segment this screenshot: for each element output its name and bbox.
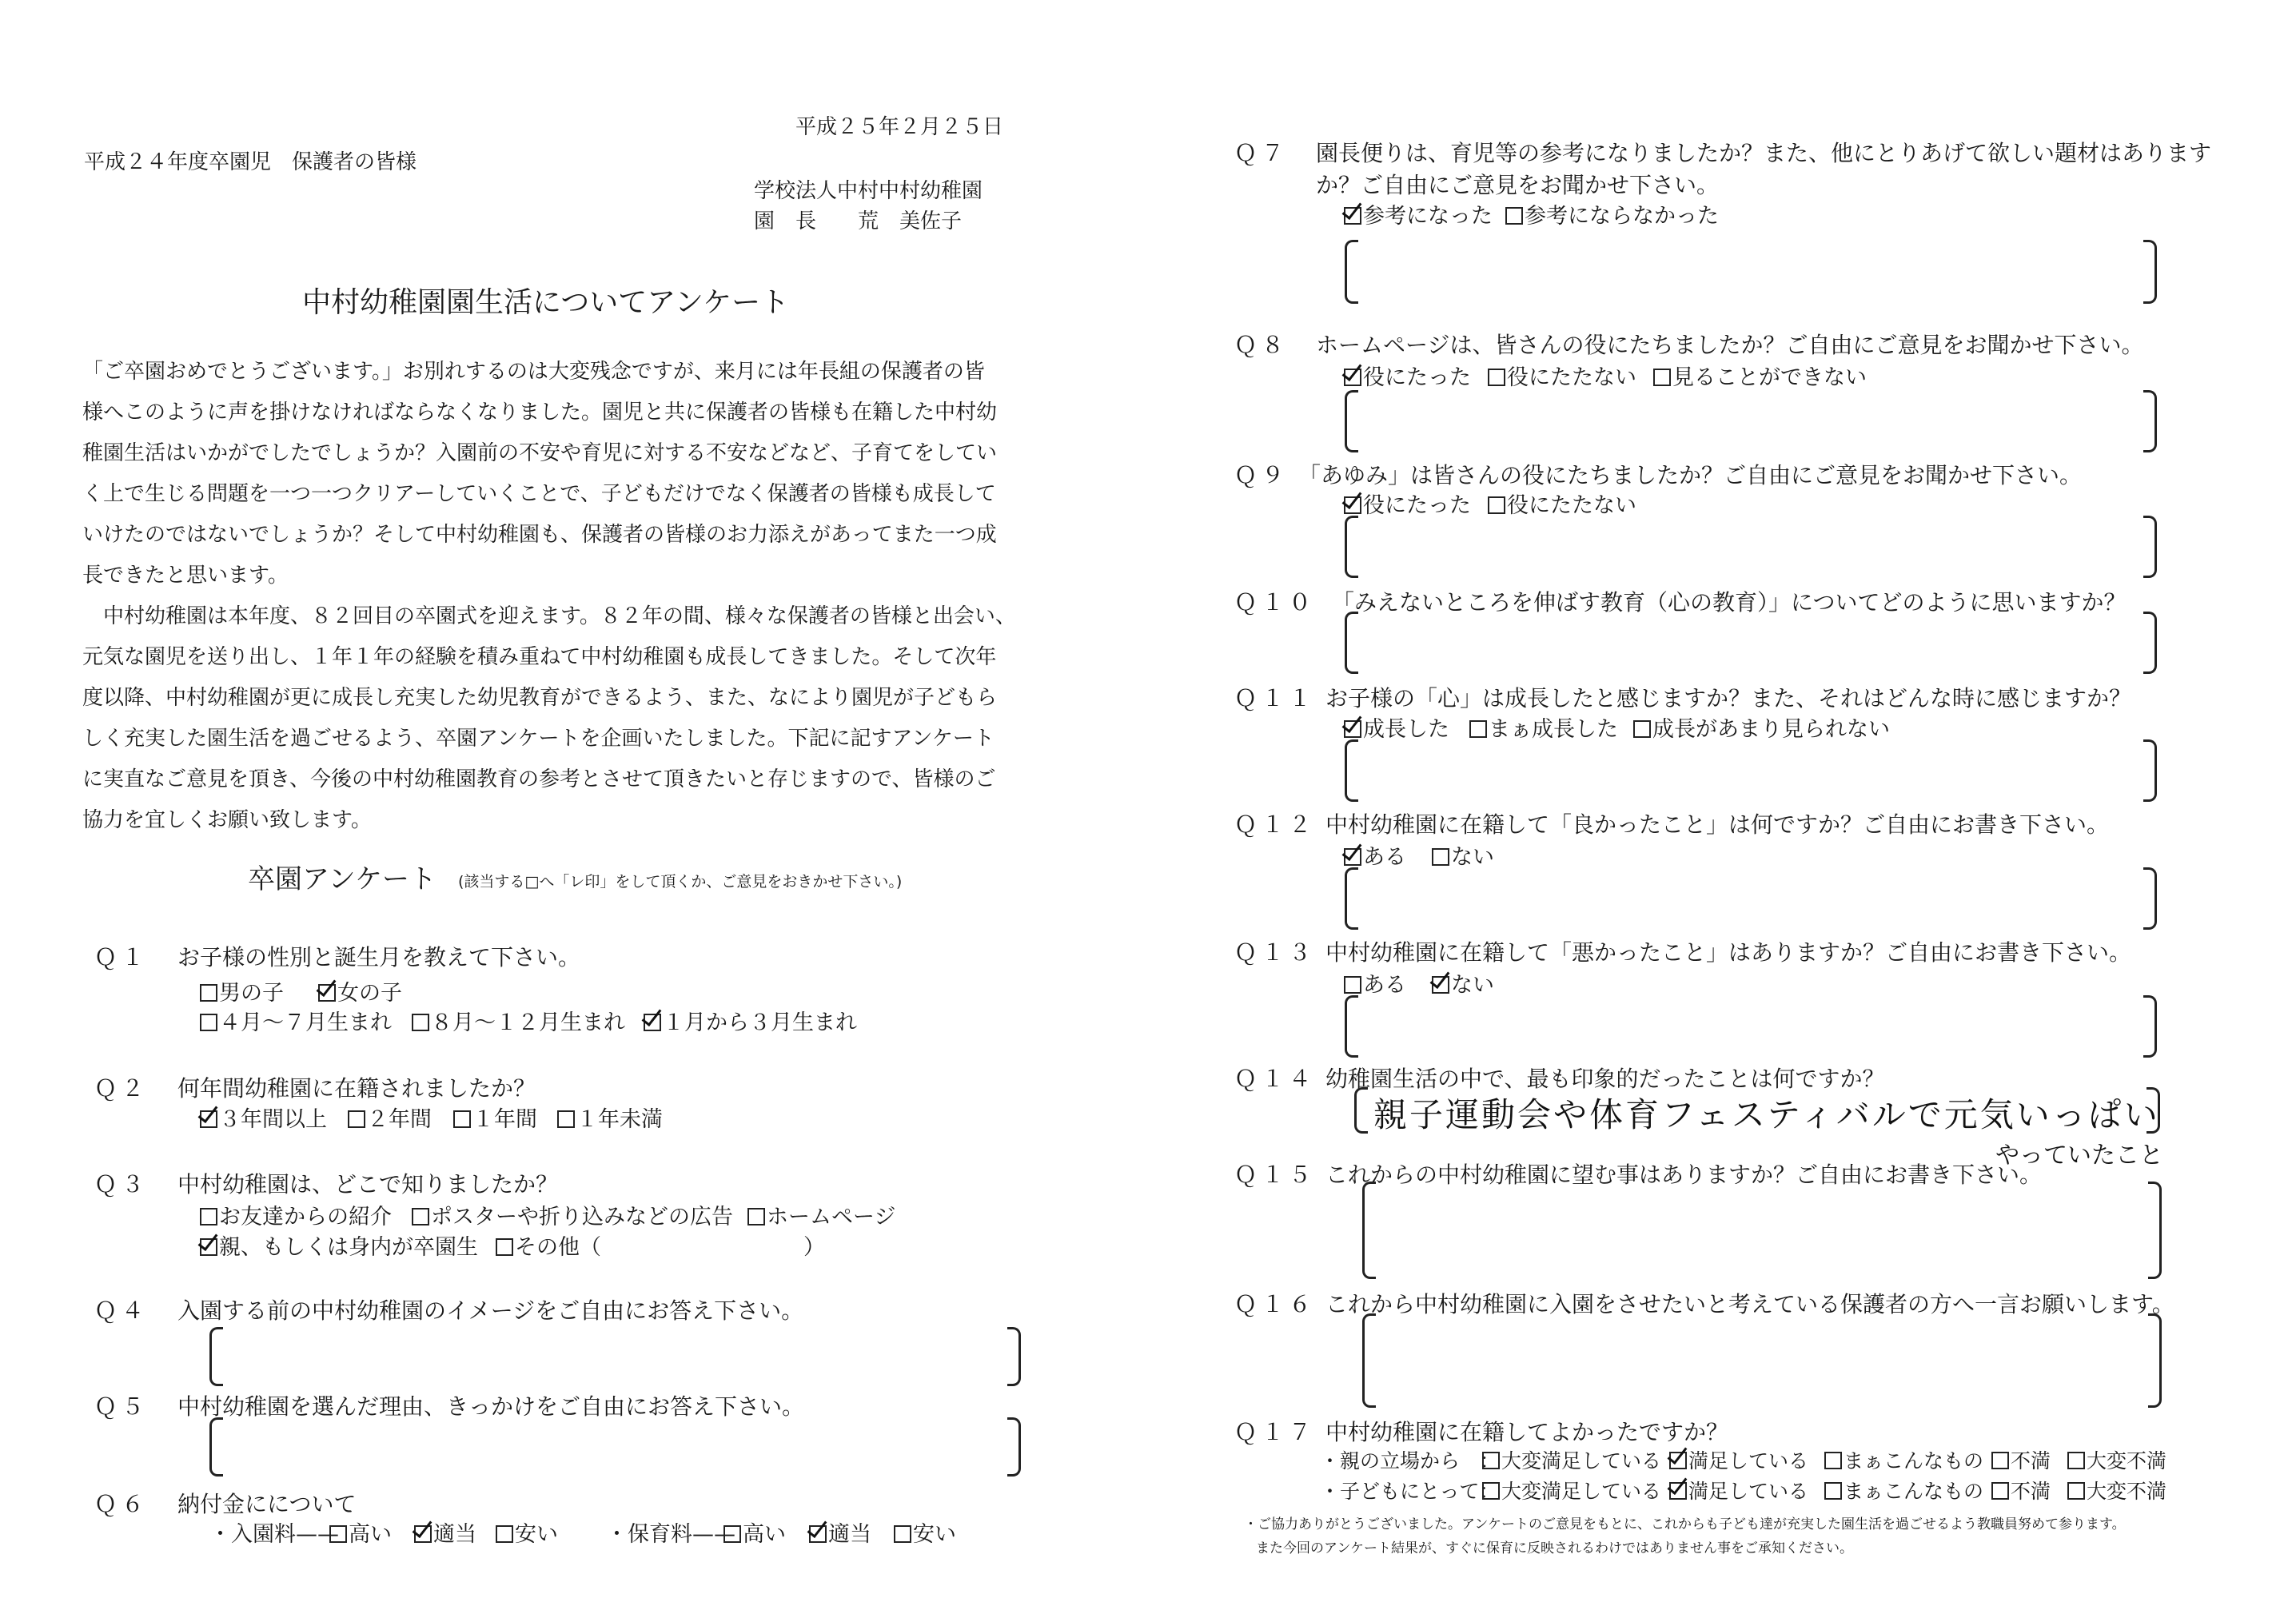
q4-question: 入園する前の中村幼稚園のイメージをご自由にお答え下さい。 (177, 1297, 804, 1324)
q10-answer-box[interactable] (1345, 612, 2157, 674)
q6-question: 納付金にについて (177, 1491, 357, 1517)
q12-answer-box[interactable] (1345, 867, 2157, 930)
q15-question: これからの中村幼稚園に望む事はありますか？ご自由にお書き下さい。 (1325, 1162, 2043, 1188)
q4-answer-box[interactable] (209, 1327, 1021, 1386)
q14-number: Ｑ１４ (1234, 1066, 1317, 1092)
q1-option-girl[interactable]: 女の子 (318, 975, 402, 1006)
q1-option-aug-dec[interactable]: ８月～１２月生まれ (412, 1005, 625, 1036)
q2-number: Ｑ２ (94, 1075, 149, 1102)
q3-question: 中村幼稚園は、どこで知りましたか？ (177, 1171, 559, 1198)
checkbox[interactable] (557, 1110, 575, 1128)
intro-line: 様へこのように声を掛けなければならなくなりました。園児と共に保護者の皆様も在籍した中村幼 (82, 401, 998, 424)
survey-note: (該当する□へ「レ印」をして頂くか、ご意見をおきかせ下さい。) (458, 873, 903, 891)
q2-option-less[interactable]: １年未満 (557, 1102, 663, 1133)
q5-number: Ｑ５ (94, 1393, 149, 1420)
q8-option-not-useful[interactable]: 役にたたない (1488, 360, 1636, 391)
checkbox[interactable] (329, 1525, 347, 1543)
checkbox[interactable] (1653, 369, 1671, 386)
checkbox[interactable] (1488, 496, 1505, 514)
q17-parent-dissatisfied[interactable]: 不満 (1991, 1445, 2051, 1474)
intro-line: 元気な園児を送り出し、１年１年の経験を積み重ねて中村幼稚園も成長してきました。そして次年 (82, 645, 997, 669)
checked-box[interactable] (1344, 848, 1361, 866)
q17-parent-very-satisfied[interactable]: 大変満足している (1482, 1445, 1661, 1474)
intro-line: 長できたと思います。 (82, 564, 289, 588)
checkbox[interactable] (1505, 207, 1523, 225)
checkbox[interactable] (496, 1525, 513, 1543)
checked-box[interactable] (318, 984, 336, 1002)
q6-tuition-cheap[interactable]: 安い (894, 1516, 956, 1548)
checkbox[interactable] (453, 1110, 471, 1128)
intro-text (82, 352, 1016, 841)
q16-answer-box[interactable] (1362, 1313, 2162, 1408)
addressee: 平成２４年度卒園児 保護者の皆様 (84, 150, 417, 174)
checked-box[interactable] (1669, 1452, 1687, 1469)
q4-number: Ｑ４ (94, 1297, 149, 1324)
q5-question: 中村幼稚園を選んだ理由、きっかけをご自由にお答え下さい。 (177, 1393, 805, 1420)
q7-answer-box[interactable] (1345, 240, 2157, 304)
q3-other-close: ） (803, 1235, 825, 1260)
q12-number: Ｑ１２ (1234, 811, 1317, 838)
q17-parent-label: ・親の立場から ： (1320, 1449, 1501, 1473)
q17-child-very-satisfied[interactable]: 大変満足している (1482, 1476, 1661, 1504)
q7-question-line1: 園長便りは、育児等の参考になりましたか？また、他にとりあげて欲しい題材はあります (1316, 140, 2212, 166)
checkbox[interactable] (747, 1208, 765, 1225)
q10-number: Ｑ１０ (1234, 589, 1317, 616)
right-page (1148, 0, 2296, 1618)
q8-option-useful[interactable]: 役にたった (1344, 360, 1471, 391)
q9-option-not-useful[interactable]: 役にたたない (1488, 488, 1636, 519)
checkbox[interactable] (723, 1525, 741, 1543)
checkbox[interactable] (2067, 1452, 2085, 1469)
q1-option-apr-jul[interactable]: ４月～７月生まれ (200, 1005, 392, 1036)
q5-answer-box[interactable] (209, 1417, 1021, 1477)
q12-question: 中村幼稚園に在籍して「良かったこと」は何ですか？ご自由にお書き下さい。 (1325, 811, 2110, 838)
intro-line: しく充実した園生活を過ごせるよう、卒園アンケートを企画いたしました。下記に記すアンケート (82, 727, 995, 751)
q3-option-other[interactable]: その他（ (496, 1229, 601, 1261)
q1-number: Ｑ１ (94, 944, 149, 970)
intro-line: いけたのではないでしょうか？そして中村幼稚園も、保護者の皆様のお力添えがあってまた一つ成 (82, 523, 997, 547)
checked-box[interactable] (1344, 369, 1361, 386)
q9-answer-box[interactable] (1345, 516, 2157, 578)
q1-option-boy[interactable]: 男の子 (200, 975, 284, 1006)
checked-box[interactable] (200, 1110, 217, 1128)
q2-option-1year[interactable]: １年間 (453, 1102, 537, 1133)
checkbox[interactable] (1991, 1452, 2009, 1469)
q12-option-yes[interactable]: ある (1344, 839, 1406, 871)
q13-question: 中村幼稚園に在籍して「悪かったこと」はありますか？ご自由にお書き下さい。 (1325, 939, 2132, 966)
q1-option-jan-mar[interactable]: １月から３月生まれ (644, 1005, 857, 1036)
q3-option-ad[interactable]: ポスターや折り込みなどの広告 (412, 1199, 733, 1230)
checkbox[interactable] (1633, 720, 1651, 738)
q6-number: Ｑ６ (94, 1491, 149, 1517)
checkbox[interactable] (1488, 369, 1505, 386)
checkbox[interactable] (200, 984, 217, 1002)
q9-question: 「あゆみ」は皆さんの役にたちましたか？ご自由にご意見をお聞かせ下さい。 (1298, 462, 2083, 488)
q13-number: Ｑ１３ (1234, 939, 1317, 966)
checked-box[interactable] (1669, 1482, 1687, 1500)
q15-answer-box[interactable] (1362, 1182, 2162, 1279)
q17-child-very-dissatisfied[interactable]: 大変不満 (2067, 1476, 2166, 1504)
q3-option-friend[interactable]: お友達からの紹介 (200, 1199, 392, 1230)
intro-line: 協力を宜しくお願い致します。 (82, 808, 372, 832)
q7-option-not-helpful[interactable]: 参考にならなかった (1505, 198, 1719, 229)
q17-parent-very-dissatisfied[interactable]: 大変不満 (2067, 1445, 2166, 1474)
q16-number: Ｑ１６ (1234, 1291, 1317, 1317)
q14-handwritten-answer: 親子運動会や体育フェスティバルで元気いっぱい (1373, 1095, 2160, 1134)
q14-handwritten-answer-cont: やっていたこと (1995, 1142, 2163, 1170)
q6-entrance-cheap[interactable]: 安い (496, 1516, 558, 1548)
q17-child-label: ・子どもにとって： (1320, 1480, 1500, 1503)
checked-box[interactable] (1344, 496, 1361, 514)
q6-tuition-fair[interactable]: 適当 (809, 1516, 871, 1548)
q17-parent-so-so[interactable]: まぁこんなもの (1824, 1445, 1983, 1474)
q3-number: Ｑ３ (94, 1171, 149, 1198)
checkbox[interactable] (1432, 848, 1449, 866)
checkbox[interactable] (894, 1525, 911, 1543)
q6-tuition-label: ・保育料—— (606, 1522, 735, 1547)
q6-entrance-fee-label: ・入園料—— (209, 1522, 339, 1547)
checkbox[interactable] (2067, 1482, 2085, 1500)
q12-option-no[interactable]: ない (1432, 839, 1494, 871)
q8-answer-box[interactable] (1345, 390, 2157, 452)
footer-note-2: また今回のアンケート結果が、すぐに保育に反映されるわけではありません事をご承知ください。 (1256, 1540, 1853, 1556)
q17-child-so-so[interactable]: まぁこんなもの (1824, 1476, 1983, 1504)
q7-number: Ｑ７ (1234, 140, 1290, 166)
q13-option-yes[interactable]: ある (1344, 967, 1406, 998)
checkbox[interactable] (1824, 1482, 1842, 1500)
q17-question: 中村幼稚園に在籍してよかったですか？ (1325, 1419, 1729, 1445)
checkbox[interactable] (200, 1014, 217, 1031)
q11-answer-box[interactable] (1345, 739, 2157, 802)
checkbox[interactable] (1344, 976, 1361, 994)
checked-box[interactable] (200, 1238, 217, 1256)
q2-question: 何年間幼稚園に在籍されましたか？ (177, 1075, 536, 1102)
intro-line: に実直なご意見を頂き、今後の中村幼稚園教育の参考とさせて頂きたいと存じますので、皆様のご (82, 767, 996, 791)
checked-box[interactable] (1432, 976, 1449, 994)
organization: 学校法人中村中村幼稚園 (754, 179, 983, 203)
q10-question: 「みえないところを伸ばす教育（心の教育）」についてどのように思いますか？ (1332, 589, 2127, 616)
page-title: 中村幼稚園園生活についてアンケート (302, 286, 790, 319)
checkbox[interactable] (1824, 1452, 1842, 1469)
intro-line: 中村幼稚園は本年度、８２回目の卒園式を迎えます。８２年の間、様々な保護者の皆様と出会い、 (82, 604, 1016, 628)
checkbox[interactable] (412, 1014, 429, 1031)
q17-child-satisfied[interactable]: 満足している (1669, 1476, 1808, 1504)
q9-option-useful[interactable]: 役にたった (1344, 488, 1471, 519)
q17-child-dissatisfied[interactable]: 不満 (1991, 1476, 2051, 1504)
intro-line: 稚園生活はいかがでしたでしょうか？入園前の不安や育児に対する不安などなど、子育てをしてい (82, 441, 998, 465)
q2-option-3years[interactable]: ３年間以上 (200, 1102, 327, 1133)
q3-option-homepage[interactable]: ホームページ (747, 1199, 895, 1230)
checkbox[interactable] (348, 1110, 365, 1128)
q7-question-line2: か？ご自由にご意見をお聞かせ下さい。 (1316, 172, 1720, 198)
q11-option-little[interactable]: 成長があまり見られない (1633, 711, 1890, 743)
q11-question: お子様の「心」は成長したと感じますか？また、それはどんな時に感じますか？ (1325, 685, 2132, 711)
checked-box[interactable] (644, 1014, 661, 1031)
checkbox[interactable] (1991, 1482, 2009, 1500)
q6-entrance-high[interactable]: 高い (329, 1516, 392, 1548)
checkbox[interactable] (1469, 720, 1487, 738)
q8-number: Ｑ８ (1234, 332, 1290, 358)
q8-question: ホームページは、皆さんの役にたちましたか？ご自由にご意見をお聞かせ下さい。 (1316, 332, 2144, 358)
q1-question: お子様の性別と誕生月を教えて下さい。 (177, 944, 581, 970)
q11-number: Ｑ１１ (1234, 685, 1317, 711)
checkbox[interactable] (412, 1208, 429, 1225)
checkbox[interactable] (200, 1208, 217, 1225)
q17-parent-satisfied[interactable]: 満足している (1669, 1445, 1808, 1474)
q11-option-somewhat[interactable]: まぁ成長した (1469, 711, 1618, 743)
q13-answer-box[interactable] (1345, 995, 2157, 1058)
footer-note-1: ・ご協力ありがとうございました。アンケートのご意見をもとに、これからも子ども達が充実した園生活を過ごせるよう教職員努めて参ります。 (1244, 1516, 2126, 1532)
q6-tuition-high[interactable]: 高い (723, 1516, 786, 1548)
director: 園 長 荒 美佐子 (754, 209, 963, 233)
q14-question: 幼稚園生活の中で、最も印象的だったことは何ですか？ (1325, 1066, 1885, 1092)
checked-box[interactable] (809, 1525, 827, 1543)
issue-date: 平成２５年２月２５日 (795, 115, 1004, 139)
q2-option-2years[interactable]: ２年間 (348, 1102, 432, 1133)
q11-option-grew[interactable]: 成長した (1344, 711, 1449, 743)
q7-option-helpful[interactable]: 参考になった (1344, 198, 1493, 229)
q17-number: Ｑ１７ (1234, 1419, 1317, 1445)
checked-box[interactable] (1344, 207, 1361, 225)
checked-box[interactable] (1344, 720, 1361, 738)
survey-title: 卒園アンケート (248, 863, 436, 895)
q3-option-family[interactable]: 親、もしくは身内が卒園生 (200, 1229, 478, 1261)
q6-entrance-fair[interactable]: 適当 (414, 1516, 476, 1548)
intro-line: 度以降、中村幼稚園が更に成長し充実した幼児教育ができるよう、また、なにより園児が子どもら (82, 686, 998, 710)
q13-option-no[interactable]: ない (1432, 967, 1494, 998)
checkbox[interactable] (1482, 1452, 1500, 1469)
q9-number: Ｑ９ (1234, 462, 1290, 488)
q16-question: これから中村幼稚園に入園をさせたいと考えている保護者の方へ一言お願いします。 (1325, 1291, 2174, 1317)
intro-line: く上で生じる問題を一つ一つクリアーしていくことで、子どもだけでなく保護者の皆様も成長して (82, 482, 996, 506)
checkbox[interactable] (496, 1238, 513, 1256)
checked-box[interactable] (414, 1525, 432, 1543)
checkbox[interactable] (1482, 1482, 1500, 1500)
intro-line: 「ご卒園おめでとうございます。」お別れするのは大変残念ですが、来月には年長組の保護者の皆 (82, 360, 985, 384)
q8-option-cannot-view[interactable]: 見ることができない (1653, 360, 1867, 391)
q15-number: Ｑ１５ (1234, 1162, 1317, 1188)
